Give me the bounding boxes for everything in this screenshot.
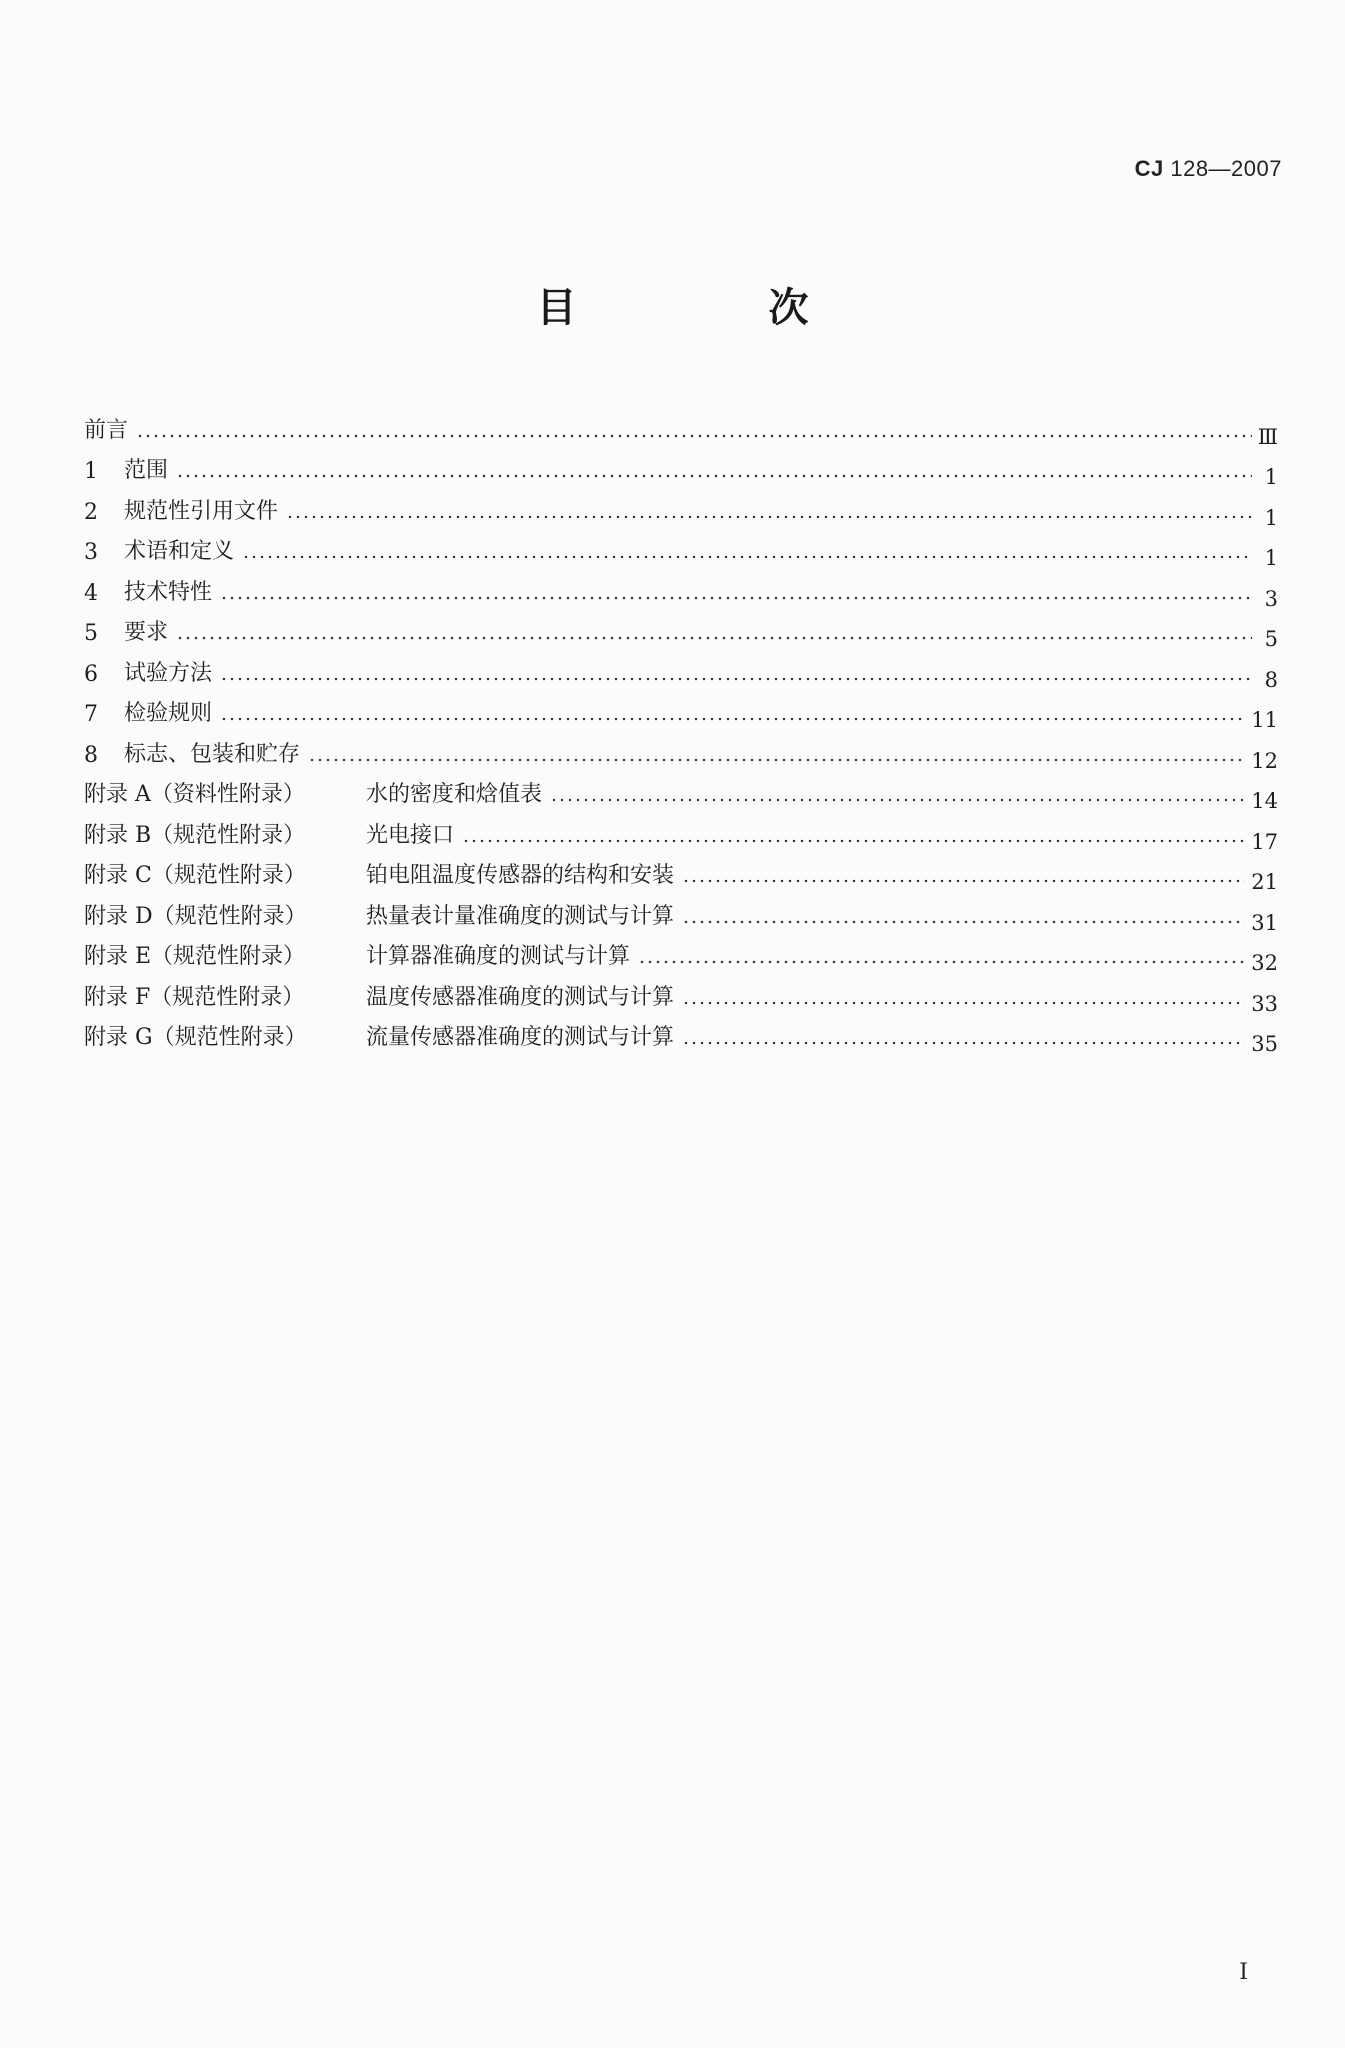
dot-leader [682,1001,1245,1005]
dot-leader [136,434,1252,438]
toc-entry-page: 33 [1251,991,1278,1016]
toc-entry-page: 31 [1251,910,1278,935]
table-of-contents [84,403,1278,1056]
toc-entry-appendix-b[interactable] [84,808,1278,854]
toc-appendix-id: 附录 G（规范性附录） [84,1025,307,1050]
page-title: 目 次 [536,285,885,331]
toc-appendix-id: 附录 F（规范性附录） [84,984,305,1010]
toc-entry-number: 4 [84,580,98,606]
toc-entry-label: 热量表计量准确度的测试与计算 [366,903,675,929]
toc-entry-label: 铂电阻温度传感器的结构和安装 [366,863,675,888]
toc-entry-label: 试验方法 [124,660,213,686]
toc-entry-appendix-a[interactable] [84,768,1278,813]
toc-appendix-id: 附录 D（规范性附录） [84,903,307,929]
dot-leader [682,879,1245,883]
toc-entry-number: 6 [84,661,98,687]
toc-entry-appendix-c[interactable] [84,849,1278,894]
toc-entry-4[interactable] [84,565,1278,611]
dot-leader [286,515,1252,519]
dot-leader [638,960,1245,964]
toc-entry-label: 范围 [124,458,169,483]
standard-prefix: CJ [1134,156,1164,181]
toc-entry-appendix-d[interactable] [84,889,1278,935]
toc-entry-label: 规范性引用文件 [124,498,279,524]
toc-entry-page: 1 [1264,505,1278,530]
toc-entry-appendix-g[interactable] [84,1011,1278,1056]
dot-leader [682,920,1245,924]
toc-entry-page: Ⅲ [1257,424,1278,449]
toc-entry-page: 35 [1251,1032,1278,1056]
toc-entry-3[interactable] [84,525,1278,570]
dot-leader [176,636,1252,640]
toc-entry-foreword[interactable] [84,403,1278,449]
toc-entry-appendix-f[interactable] [84,970,1278,1016]
toc-entry-page: 1 [1264,465,1278,489]
toc-entry-2[interactable] [84,484,1278,530]
toc-entry-1[interactable] [84,444,1278,489]
toc-entry-number: 3 [84,540,98,565]
toc-entry-7[interactable] [84,687,1278,732]
toc-entry-page: 1 [1264,546,1278,570]
toc-entry-label: 流量传感器准确度的测试与计算 [366,1025,675,1050]
toc-entry-label: 计算器准确度的测试与计算 [366,944,631,969]
toc-entry-5[interactable] [84,606,1278,651]
toc-appendix-id: 附录 A（资料性附录） [84,782,305,807]
dot-leader [176,474,1252,478]
toc-entry-page: 14 [1251,789,1278,813]
dot-leader [550,798,1245,802]
page-number: I [1239,1960,1248,1985]
toc-entry-page: 12 [1251,748,1278,773]
toc-entry-page: 32 [1251,951,1278,975]
dot-leader [242,555,1252,559]
toc-entry-label: 要求 [124,620,169,645]
toc-entry-number: 7 [84,702,98,727]
toc-entry-label: 水的密度和焓值表 [366,782,543,807]
dot-leader [220,677,1252,681]
toc-entry-6[interactable] [84,646,1278,692]
dot-leader [220,717,1245,721]
toc-entry-label: 术语和定义 [124,539,235,564]
dot-leader [462,839,1245,843]
toc-appendix-id: 附录 E（规范性附录） [84,944,306,969]
toc-appendix-id: 附录 C（规范性附录） [84,863,306,888]
standard-code [1135,156,1282,182]
toc-entry-label: 标志、包装和贮存 [124,741,301,767]
dot-leader [220,596,1252,600]
toc-entry-label: 检验规则 [124,701,213,726]
toc-appendix-id: 附录 B（规范性附录） [84,822,306,848]
toc-entry-page: 17 [1251,829,1278,854]
toc-entry-page: 11 [1251,708,1278,732]
dot-leader [308,758,1245,762]
toc-entry-label: 温度传感器准确度的测试与计算 [366,984,675,1010]
standard-number: 128—2007 [1170,156,1282,181]
toc-entry-number: 5 [84,621,98,646]
toc-entry-appendix-e[interactable] [84,930,1278,975]
toc-entry-label: 光电接口 [366,822,455,848]
toc-entry-page: 3 [1264,586,1278,611]
toc-entry-number: 2 [84,499,98,525]
toc-entry-page: 8 [1264,667,1278,692]
toc-entry-page: 5 [1264,627,1278,651]
toc-entry-label: 前言 [84,417,129,443]
toc-entry-label: 技术特性 [124,579,213,605]
dot-leader [682,1041,1245,1045]
toc-entry-number: 1 [84,459,98,484]
toc-entry-page: 21 [1251,870,1278,894]
toc-entry-number: 8 [84,742,98,768]
toc-entry-8[interactable] [84,727,1278,773]
